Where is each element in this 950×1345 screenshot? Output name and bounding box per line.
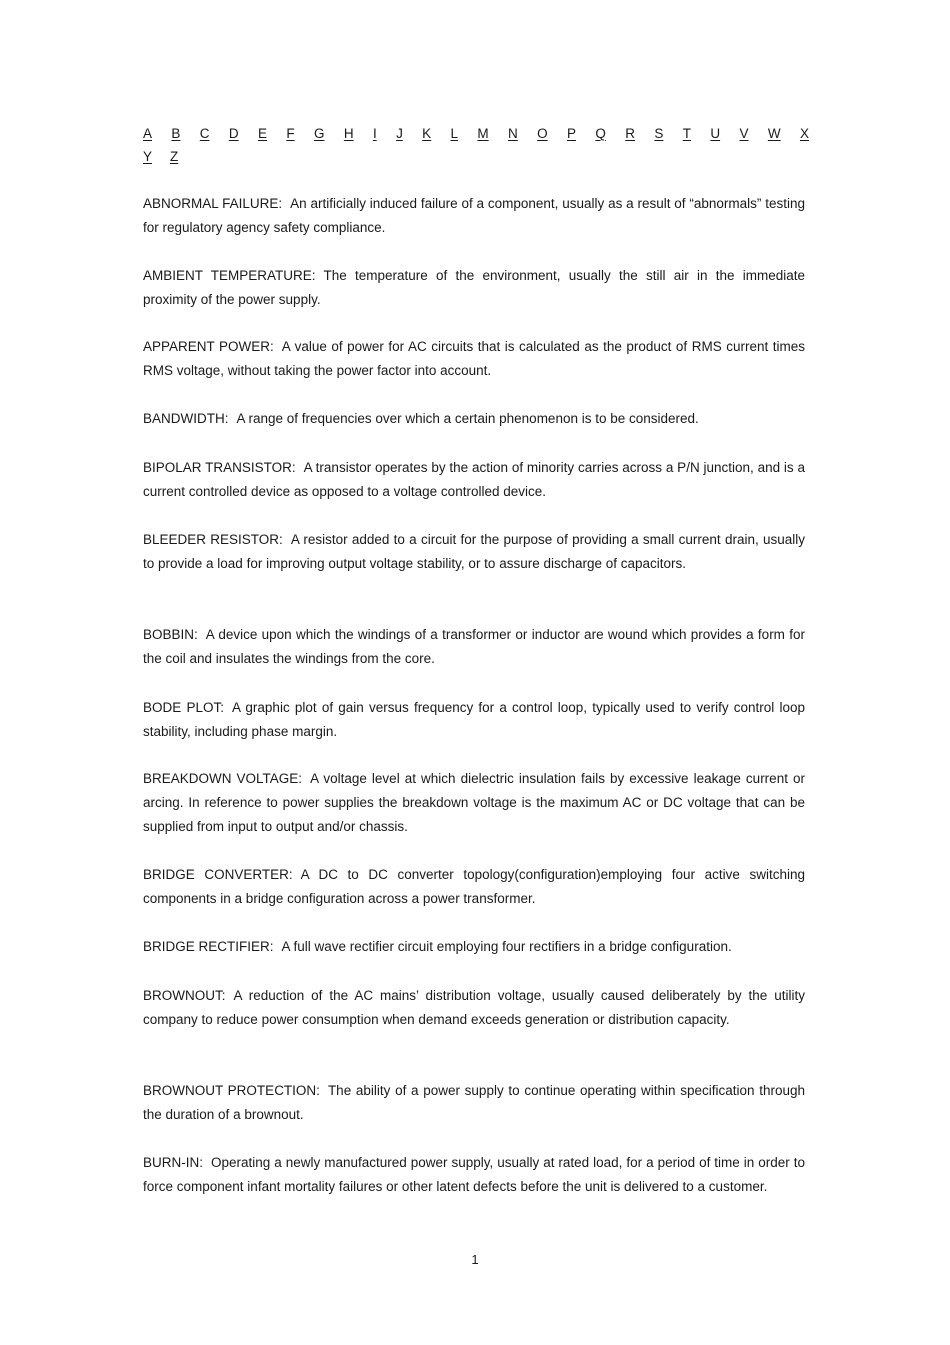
alpha-link-t[interactable]: T xyxy=(682,126,691,141)
alpha-link-k[interactable]: K xyxy=(422,126,432,141)
glossary-definition: Operating a newly manufactured power supply, usually at rated load, for a period of time in order to force component infant mortality failures or other latent defects before the unit is delivered to a customer. xyxy=(143,1155,805,1194)
glossary-entry xyxy=(143,863,805,911)
alpha-link-w[interactable]: W xyxy=(767,126,781,141)
glossary-term: BRIDGE RECTIFIER: xyxy=(143,939,274,954)
alpha-link-i[interactable]: I xyxy=(372,126,377,141)
alpha-link-f[interactable]: F xyxy=(286,126,295,141)
glossary-definition: A graphic plot of gain versus frequency for a control loop, typically used to verify control loop stability, including phase margin. xyxy=(143,700,805,739)
glossary-definition: A DC to DC converter topology(configuration)employing four active switching components in a bridge configuration across a power transformer. xyxy=(143,867,805,906)
alpha-link-j[interactable]: J xyxy=(396,126,403,141)
alpha-link-v[interactable]: V xyxy=(739,126,749,141)
glossary-entry xyxy=(143,335,805,383)
alpha-link-u[interactable]: U xyxy=(710,126,721,141)
alpha-link-x[interactable]: X xyxy=(799,126,809,141)
glossary-entry xyxy=(143,623,805,671)
alpha-link-m[interactable]: M xyxy=(477,126,489,141)
alphabet-row-2 xyxy=(143,145,809,168)
alpha-link-g[interactable]: G xyxy=(313,126,325,141)
glossary-entry xyxy=(143,407,805,431)
glossary-definition: A resistor added to a circuit for the purpose of providing a small current drain, usually to provide a load for improving output voltage stability, or to assure discharge of capacitors. xyxy=(143,532,805,571)
glossary-entry xyxy=(143,1151,805,1199)
glossary-entry xyxy=(143,1079,805,1127)
glossary-definition: The temperature of the environment, usually the still air in the immediate proximity of the power supply. xyxy=(143,268,805,307)
page-number: 1 xyxy=(471,1252,479,1267)
alpha-link-q[interactable]: Q xyxy=(595,126,606,141)
glossary-definition: A full wave rectifier circuit employing four rectifiers in a bridge configuration. xyxy=(281,939,732,954)
alpha-link-o[interactable]: O xyxy=(537,126,548,141)
glossary-term: BREAKDOWN VOLTAGE: xyxy=(143,771,303,786)
glossary-term: BROWNOUT PROTECTION: xyxy=(143,1083,320,1098)
glossary-definition: A transistor operates by the action of minority carries across a P/N junction, and is a current controlled device as opposed to a voltage controlled device. xyxy=(143,460,805,499)
alpha-link-a[interactable]: A xyxy=(143,126,153,141)
glossary-term: BURN-IN: xyxy=(143,1155,203,1170)
glossary-term: ABNORMAL FAILURE: xyxy=(143,196,283,211)
glossary-entry xyxy=(143,528,805,576)
alpha-link-h[interactable]: H xyxy=(343,126,354,141)
glossary-term: BOBBIN: xyxy=(143,627,198,642)
glossary-entry xyxy=(143,456,805,504)
glossary-term: BLEEDER RESISTOR: xyxy=(143,532,283,547)
glossary-term: BANDWIDTH: xyxy=(143,411,229,426)
alpha-link-p[interactable]: P xyxy=(567,126,577,141)
alpha-link-c[interactable]: C xyxy=(199,126,210,141)
glossary-definition: A reduction of the AC mains’ distribution voltage, usually caused deliberately by the utility company to reduce power consumption when demand exceeds generation or distribution capacity. xyxy=(143,988,805,1027)
glossary-entry xyxy=(143,767,805,839)
alpha-link-z[interactable]: Z xyxy=(170,149,179,164)
glossary-definition: The ability of a power supply to continue operating within specification through the duration of a brownout. xyxy=(143,1083,805,1122)
glossary-definition: A range of frequencies over which a certain phenomenon is to be considered. xyxy=(236,411,699,426)
alpha-link-e[interactable]: E xyxy=(257,126,267,141)
alpha-link-l[interactable]: L xyxy=(450,126,459,141)
alpha-link-d[interactable]: D xyxy=(228,126,239,141)
glossary-term: APPARENT POWER: xyxy=(143,339,274,354)
glossary-term: BROWNOUT: xyxy=(143,988,226,1003)
alpha-link-r[interactable]: R xyxy=(625,126,636,141)
glossary-entry xyxy=(143,264,805,312)
glossary-definition: A voltage level at which dielectric insulation fails by excessive leakage current or arcing. In reference to power supplies the breakdown voltage is the maximum AC or DC voltage that can be supplied from input to output and/or chassis. xyxy=(143,771,805,834)
glossary-definition: A device upon which the windings of a transformer or inductor are wound which provides a form for the coil and insulates the windings from the core. xyxy=(143,627,805,666)
alpha-link-n[interactable]: N xyxy=(508,126,518,141)
glossary-entry xyxy=(143,192,805,240)
alphabet-index xyxy=(143,122,809,168)
glossary-term: BODE PLOT: xyxy=(143,700,224,715)
alpha-link-s[interactable]: S xyxy=(654,126,664,141)
glossary-term: BIPOLAR TRANSISTOR: xyxy=(143,460,296,475)
glossary-entry xyxy=(143,984,805,1032)
glossary-term: AMBIENT TEMPERATURE: xyxy=(143,268,316,283)
glossary-entry xyxy=(143,696,805,744)
glossary-entry xyxy=(143,935,805,959)
alphabet-row-1 xyxy=(143,122,809,145)
glossary-definition: A value of power for AC circuits that is calculated as the product of RMS current times RMS voltage, without taking the power factor into account. xyxy=(143,339,805,378)
glossary-definition: An artificially induced failure of a component, usually as a result of “abnormals” testing for regulatory agency safety compliance. xyxy=(143,196,805,235)
alpha-link-y[interactable]: Y xyxy=(143,149,153,164)
glossary-term: BRIDGE CONVERTER: xyxy=(143,867,293,882)
alpha-link-b[interactable]: B xyxy=(171,126,181,141)
